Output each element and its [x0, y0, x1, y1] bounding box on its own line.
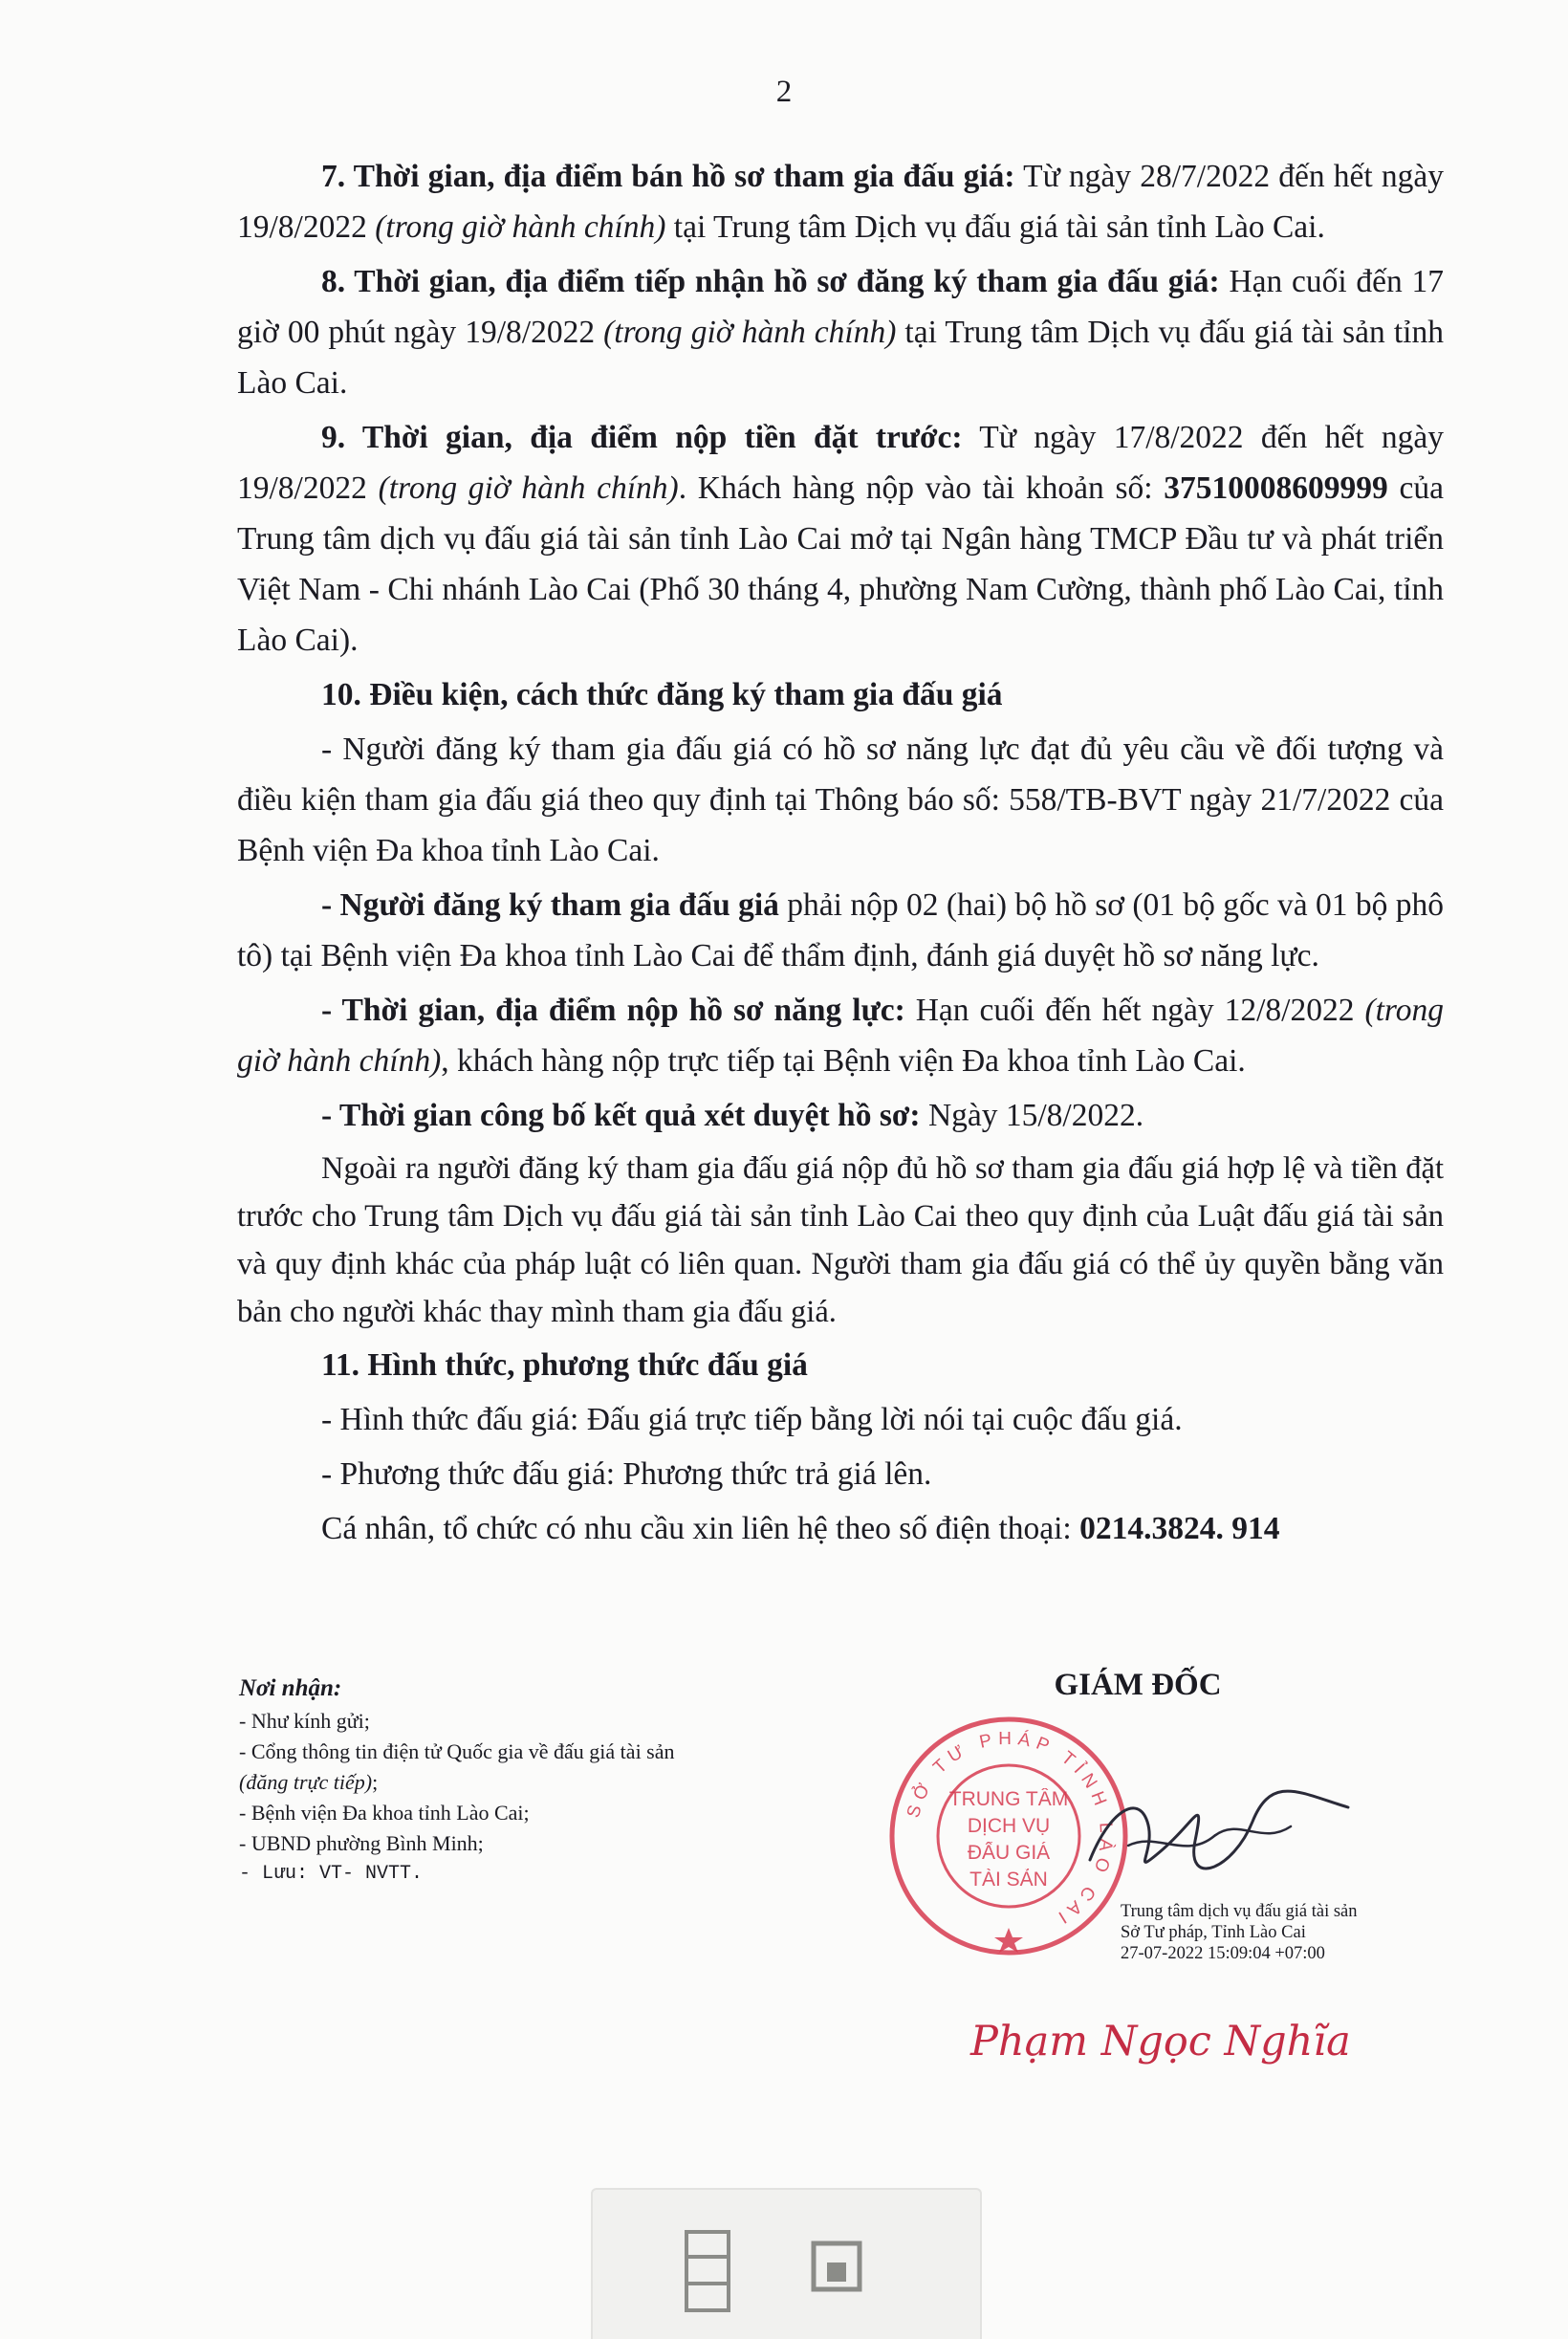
digital-sign-timestamp: 27-07-2022 15:09:04 +07:00 [1121, 1944, 1325, 1963]
section-10-para-2: - Người đăng ký tham gia đấu giá phải nộp 02 (hai) bộ hồ sơ (01 bộ gốc và 01 bộ phô tô) tại Bệnh viện Đa khoa tỉnh Lào Cai để thẩm định, đánh giá duyệt hồ sơ năng lực. [237, 887, 1445, 973]
digital-sign-org: Trung tâm dịch vụ đấu giá tài sản [1121, 1902, 1358, 1921]
section-7: 7. Thời gian, địa điểm bán hồ sơ tham gia đấu giá: Từ ngày 28/7/2022 đến hết ngày 19/8/2022 (trong giờ hành chính) tại Trung tâm Dịch vụ đấu giá tài sản tỉnh Lào Cai. [237, 159, 1444, 245]
signer-name: Phạm Ngọc Nghĩa [970, 2018, 1351, 2066]
recipient-item: - Lưu: VT- NVTT. [239, 1863, 424, 1885]
section-10-para-3: - Thời gian, địa điểm nộp hồ sơ năng lực: Hạn cuối đến hết ngày 12/8/2022 (trong giờ hành chính), khách hàng nộp trực tiếp tại Bệnh viện Đa khoa tỉnh Lào Cai. [237, 993, 1444, 1079]
phone-number: 0214.3824. 914 [1079, 1511, 1280, 1546]
section-8: 8. Thời gian, địa điểm tiếp nhận hồ sơ đăng ký tham gia đấu giá: Hạn cuối đến 17 giờ 00 phút ngày 19/8/2022 (trong giờ hành chính) tại Trung tâm Dịch vụ đấu giá tài sản tỉnh Lào Cai. [237, 264, 1444, 401]
section-11-para-2: - Phương thức đấu giá: Phương thức trả giá lên. [321, 1456, 932, 1492]
section-9-heading: 9. Thời gian, địa điểm nộp tiền đặt trước: [321, 420, 963, 455]
section-9: 9. Thời gian, địa điểm nộp tiền đặt trước: Từ ngày 17/8/2022 đến hết ngày 19/8/2022 (trong giờ hành chính). Khách hàng nộp vào tài khoản số: 37510008609999 của Trung tâm dịch vụ đấu giá tài sản tỉnh Lào Cai mở tại Ngân hàng TMCP Đầu tư và phát triển Việt Nam - Chi nhánh Lào Cai (Phố 30 tháng 4, phường Nam Cường, thành phố Lào Cai, tỉnh Lào Cai). [237, 420, 1444, 658]
page-number: 2 [775, 75, 793, 109]
section-10-heading: 10. Điều kiện, cách thức đăng ký tham gia đấu giá [321, 677, 1003, 712]
recipient-item: - UBND phường Bình Minh; [239, 1831, 484, 1855]
section-11-heading: 11. Hình thức, phương thức đấu giá [321, 1347, 808, 1383]
contact-line: Cá nhân, tổ chức có nhu cầu xin liên hệ theo số điện thoại: 0214.3824. 914 [321, 1511, 1280, 1546]
seal-center-line-1: TRUNG TÂM [948, 1788, 1069, 1810]
section-10-para-5: Ngoài ra người đăng ký tham gia đấu giá nộp đủ hồ sơ tham gia đấu giá hợp lệ và tiền đặt trước cho Trung tâm Dịch vụ đấu giá tài sản tỉnh Lào Cai theo quy định của Luật đấu giá tài sản và quy định khác của pháp luật có liên quan. Người tham gia đấu giá có thể ủy quyền bằng văn bản cho người khác thay mình tham gia đấu giá. [237, 1151, 1444, 1329]
clip-pattern-icon [679, 2228, 736, 2314]
recipient-item: - Cổng thông tin điện tử Quốc gia về đấu giá tài sản (đăng trực tiếp); [239, 1739, 675, 1794]
bank-account-number: 37510008609999 [1164, 470, 1388, 506]
seal-center-line-3: ĐẤU GIÁ [967, 1842, 1051, 1864]
recipient-item: - Như kính gửi; [239, 1709, 370, 1733]
clip-box-icon [808, 2238, 865, 2295]
recipients-block [239, 1672, 698, 1890]
seal-center-line-4: TÀI SẢN [969, 1869, 1048, 1891]
section-11-para-1: - Hình thức đấu giá: Đấu giá trực tiếp bằng lời nói tại cuộc đấu giá. [321, 1402, 1183, 1437]
digital-signature-info [1121, 1901, 1426, 1964]
seal-center-line-2: DỊCH VỤ [967, 1815, 1051, 1837]
document-body [237, 151, 1444, 1558]
section-10-para-4: - Thời gian công bố kết quả xét duyệt hồ sơ: Ngày 15/8/2022. [321, 1098, 1144, 1133]
section-8-heading: 8. Thời gian, địa điểm tiếp nhận hồ sơ đăng ký tham gia đấu giá: [321, 264, 1220, 299]
handwritten-signature-icon [1071, 1755, 1358, 1898]
section-7-heading: 7. Thời gian, địa điểm bán hồ sơ tham gia đấu giá: [321, 159, 1015, 194]
recipients-title: Nơi nhận: [239, 1675, 342, 1701]
recipient-item: - Bệnh viện Đa khoa tỉnh Lào Cai; [239, 1801, 530, 1825]
seal-star-icon [994, 1928, 1023, 1953]
binder-clip [591, 2188, 982, 2339]
section-10-para-1: - Người đăng ký tham gia đấu giá có hồ sơ năng lực đạt đủ yêu cầu về đối tượng và điều kiện tham gia đấu giá theo quy định tại Thông báo số: 558/TB-BVT ngày 21/7/2022 của Bệnh viện Đa khoa tỉnh Lào Cai. [237, 732, 1444, 868]
seal-ring-text: SỞ TƯ PHÁP TỈNH LÀO CAI [903, 1728, 1117, 1931]
signer-position: GIÁM ĐỐC [1054, 1668, 1222, 1702]
digital-sign-dept: Sở Tư pháp, Tỉnh Lào Cai [1121, 1923, 1306, 1942]
